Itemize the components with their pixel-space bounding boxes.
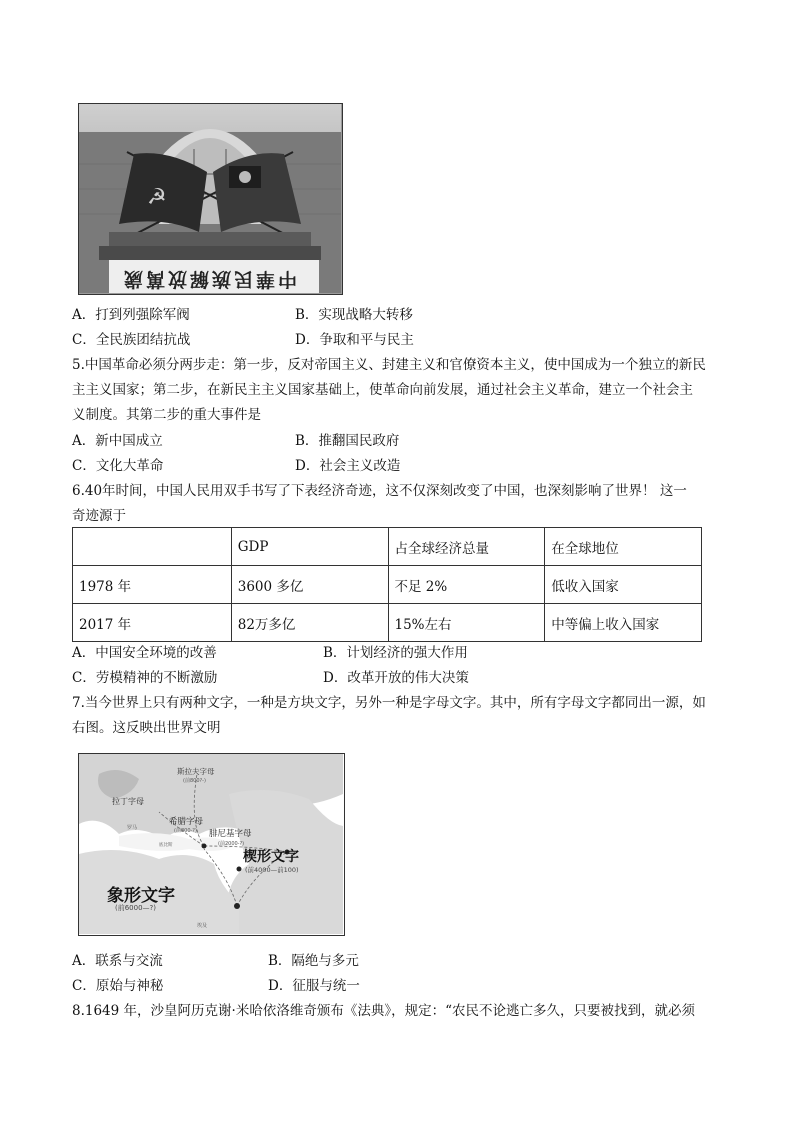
q6-stem-line-2: 奇迹源于 bbox=[72, 508, 126, 524]
q5-option-c[interactable]: C．文化大革命 bbox=[72, 458, 164, 474]
map-label-latin: 拉丁字母 bbox=[112, 797, 144, 806]
table-cell: 82万多亿 bbox=[231, 604, 388, 642]
table-cell: 低收入国家 bbox=[545, 566, 702, 604]
map-label-latin-sub: 罗马 bbox=[127, 825, 138, 831]
table-cell: 2017 年 bbox=[73, 604, 232, 642]
map-label-phoenician-date: (前2000-?) bbox=[218, 841, 245, 847]
map-label-slavic-date: (前800?-) bbox=[183, 778, 206, 784]
alphabet-origin-map bbox=[78, 753, 345, 936]
table-row bbox=[73, 566, 702, 604]
map-label-hieroglyph-date: (前6000—?) bbox=[115, 904, 156, 912]
table-header-cell: 在全球地位 bbox=[545, 528, 702, 566]
map-label-city: 底比斯 bbox=[159, 843, 173, 848]
table-header-cell bbox=[73, 528, 232, 566]
table-cell: 15%左右 bbox=[388, 604, 545, 642]
flags-photo bbox=[78, 103, 343, 295]
q5-stem-line-2: 主主义国家；第二步，在新民主主义国家基础上，使革命向前发展，通过社会主义革命，建立一个社会主 bbox=[72, 382, 693, 398]
q7-option-a[interactable]: A．联系与交流 bbox=[72, 953, 163, 969]
q7-option-b[interactable]: B．隔绝与多元 bbox=[268, 953, 359, 969]
q4-option-c[interactable]: C．全民族团结抗战 bbox=[72, 332, 191, 348]
map-label-hieroglyph: 象形文字 bbox=[107, 886, 175, 906]
q4-option-a[interactable]: A．打到列强除军阀 bbox=[72, 307, 190, 323]
table-header-cell: GDP bbox=[231, 528, 388, 566]
flags-photo-drawing bbox=[79, 104, 341, 293]
q5-option-d[interactable]: D．社会主义改造 bbox=[295, 458, 401, 474]
map-label-greek-date: (前800-?) bbox=[174, 828, 197, 834]
q6-stem-line-1: 6.40年时间，中国人民用双手书写了下表经济奇迹，这不仅深刻改变了中国，也深刻影响了世界！ 这一 bbox=[72, 483, 687, 499]
q7-stem-line-1: 7.当今世界上只有两种文字，一种是方块文字，另外一种是字母文字。其中，所有字母文字都同出一源，如 bbox=[72, 695, 706, 711]
q5-option-b[interactable]: B．推翻国民政府 bbox=[295, 433, 400, 449]
q7-option-d[interactable]: D．征服与统一 bbox=[268, 978, 360, 994]
table-cell: 1978 年 bbox=[73, 566, 232, 604]
table-header-row bbox=[73, 528, 702, 566]
q4-option-b[interactable]: B．实现战略大转移 bbox=[295, 307, 413, 323]
q5-option-a[interactable]: A．新中国成立 bbox=[72, 433, 163, 449]
table-header-cell: 占全球经济总量 bbox=[388, 528, 545, 566]
map-label-cuneiform: 楔形文字 bbox=[243, 849, 299, 865]
map-label-egypt: 埃及 bbox=[197, 923, 208, 929]
economy-table bbox=[72, 527, 702, 642]
svg-text:☭: ☭ bbox=[147, 185, 167, 210]
table-cell: 中等偏上收入国家 bbox=[545, 604, 702, 642]
map-label-cuneiform-date: (前4000—前100) bbox=[245, 866, 299, 874]
table-row bbox=[73, 604, 702, 642]
table-cell: 3600 多亿 bbox=[231, 566, 388, 604]
q7-stem-line-2: 右图。这反映出世界文明 bbox=[72, 720, 221, 736]
q5-stem-line-1: 5.中国革命必须分两步走：第一步，反对帝国主义、封建主义和官僚资本主义，使中国成为一个独立的新民 bbox=[72, 357, 706, 373]
q6-option-c[interactable]: C．劳模精神的不断激励 bbox=[72, 670, 218, 686]
map-label-greek: 希腊字母 bbox=[169, 817, 204, 827]
q6-option-a[interactable]: A．中国安全环境的改善 bbox=[72, 645, 217, 661]
q5-stem-line-3: 义制度。其第二步的重大事件是 bbox=[72, 407, 261, 423]
q6-option-d[interactable]: D．改革开放的伟大决策 bbox=[323, 670, 469, 686]
q7-option-c[interactable]: C．原始与神秘 bbox=[72, 978, 164, 994]
map-label-phoenician: 腓尼基字母 bbox=[209, 829, 252, 839]
q4-option-d[interactable]: D．争取和平与民主 bbox=[295, 332, 414, 348]
table-cell: 不足 2% bbox=[388, 566, 545, 604]
map-label-slavic: 斯拉夫字母 bbox=[177, 767, 215, 776]
banner-text: 中華民族解放萬歲 bbox=[121, 268, 298, 290]
q6-option-b[interactable]: B．计划经济的强大作用 bbox=[323, 645, 468, 661]
q8-stem-line-1: 8.1649 年，沙皇阿历克谢·米哈依洛维奇颁布《法典》，规定：“农民不论逃亡多久，只要被找到，就必须 bbox=[72, 1003, 695, 1019]
